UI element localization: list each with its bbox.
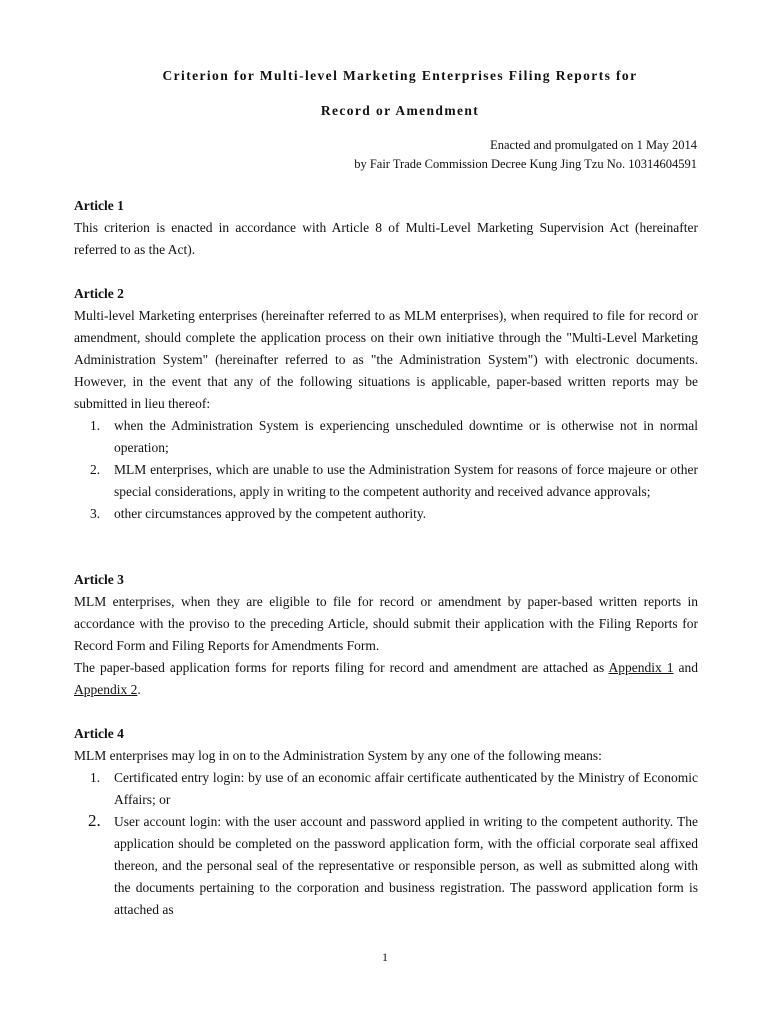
appendix-2-link[interactable]: Appendix 2	[74, 682, 138, 697]
enactment-decree: by Fair Trade Commission Decree Kung Jing Tzu No. 10314604591	[354, 157, 697, 171]
list-item: 3. other circumstances approved by the competent authority.	[90, 506, 427, 521]
article-2-text: Multi-level Marketing enterprises (hereinafter referred to as MLM enterprises), when required to file for record or amendment, should complete the application process on their own initiative through the "Multi-Level Marketing Administration System" (hereinafter referred to as "the Administration System") with electronic documents. However, in the event that any of the following situations is applicable, paper-based written reports may be submitted in lieu thereof:	[74, 308, 698, 411]
appendix-1-link[interactable]: Appendix 1	[608, 660, 674, 675]
article-4-list	[74, 767, 698, 921]
list-item: 2. User account login: with the user account and password applied in writing to the competent authority. The application should be completed on the password application form, with the official corporate seal affixed thereon, and the personal seal of the representative or responsible person, as well as submitted along with the documents pertaining to the corporation and business registration. The password application form is attached as	[88, 811, 698, 917]
document-title-line-2: Record or Amendment	[320, 103, 480, 118]
article-2-list	[74, 415, 698, 525]
list-item: 1. Certificated entry login: by use of an economic affair certificate authenticated by the Ministry of Economic Affairs; or	[90, 770, 698, 807]
list-item: 2. MLM enterprises, which are unable to use the Administration System for reasons of force majeure or other special considerations, apply in writing to the competent authority and received advance approvals;	[90, 462, 698, 499]
document-title-line-1: Criterion for Multi-level Marketing Enterprises Filing Reports for	[162, 68, 638, 83]
article-4-heading: Article 4	[74, 726, 124, 741]
enactment-date: Enacted and promulgated on 1 May 2014	[490, 138, 697, 152]
article-3-text: MLM enterprises, when they are eligible to file for record or amendment by paper-based written reports in accordance with the proviso to the preceding Article, should submit their application with the Filing Reports for Record Form and Filing Reports for Amendments Form.	[74, 594, 698, 653]
enactment-note	[354, 136, 697, 174]
article-3-heading: Article 3	[74, 572, 124, 587]
article-1-text: This criterion is enacted in accordance with Article 8 of Multi-Level Marketing Supervision Act (hereinafter referred to as the Act).	[74, 220, 698, 257]
article-3-appendix-text: The paper-based application forms for reports filing for record and amendment are attached as Appendix 1 and Appendix 2.	[74, 660, 698, 697]
page-number: 1	[382, 950, 388, 964]
article-1-heading: Article 1	[74, 198, 124, 213]
document-body	[74, 195, 698, 921]
list-item: 1. when the Administration System is experiencing unscheduled downtime or is otherwise not in normal operation;	[90, 418, 698, 455]
article-4-text: MLM enterprises may log in on to the Administration System by any one of the following means:	[74, 748, 602, 763]
article-2-heading: Article 2	[74, 286, 124, 301]
